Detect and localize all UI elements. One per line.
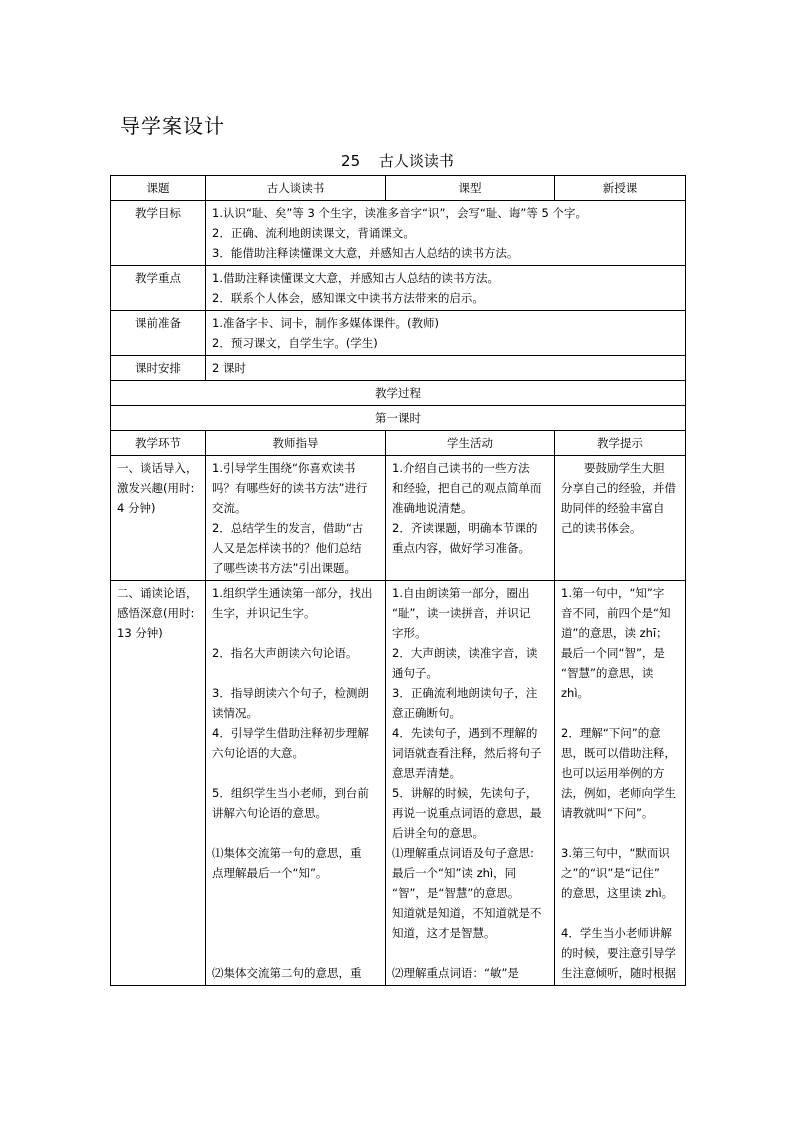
section1-name-line: 一、谈话导入， [117, 461, 198, 475]
text-line: “耻”，读一读拼音，并识记 [392, 606, 531, 620]
process-title: 教学过程 [111, 381, 686, 406]
text-line: 5．讲解的时候，先读句子， [392, 786, 538, 800]
text-line: 生字，并识记生字。 [212, 606, 316, 620]
text-line: 助同伴的经验丰富自 [561, 501, 665, 515]
text-line: 讲解六句论语的意思。 [212, 806, 327, 820]
keypoints-content [206, 266, 686, 311]
text-line: 读情况。 [212, 706, 258, 720]
section2-teacher [206, 581, 386, 986]
text-line: ⑴集体交流第一句的意思，重 [212, 846, 362, 860]
spacer [212, 663, 379, 683]
text-line: 后讲全句的意思。 [392, 826, 484, 840]
section1-name [111, 456, 206, 581]
spacer [561, 903, 679, 923]
text-line: 分享自己的经验，并借 [561, 481, 676, 495]
text-line: 知道，这才是智慧。 [392, 926, 496, 940]
prep-item: 1.准备字卡、词卡，制作多媒体课件。(教师) [212, 316, 439, 330]
text-line: 再说一说重点词语的意思，最 [392, 806, 542, 820]
period-title: 第一课时 [111, 406, 686, 431]
text-line: 最后一个“知”读 zhì，同 [392, 866, 517, 880]
hours-value: 2 课时 [206, 356, 686, 381]
text-line: 六句论语的大意。 [212, 746, 304, 760]
text-line: 要鼓励学生大胆 [584, 461, 665, 475]
text-line: 生注意倾听，随时根据 [561, 966, 676, 980]
text-line: 4．学生当小老师讲解 [561, 926, 672, 940]
spacer [212, 763, 379, 783]
spacer [212, 823, 379, 843]
text-line: ⑵集体交流第二句的意思，重 [212, 966, 362, 980]
text-line: 2．齐读课题，明确本节课的 [392, 521, 538, 535]
text-line: 交流。 [212, 501, 247, 515]
text-line: 4．先读句子，遇到不理解的 [392, 726, 538, 740]
topic-value: 古人谈读书 [206, 176, 386, 201]
text-line: 也可以运用举例的方 [561, 766, 665, 780]
text-line: “智慧”的意思，读 [561, 666, 654, 680]
text-line: 1.介绍自己读书的一些方法 [392, 461, 530, 475]
column-header-student: 学生活动 [386, 431, 555, 456]
text-line: 3．正确流利地朗读句子，注 [392, 686, 538, 700]
keypoint-item: 1.借助注释读懂课文大意，并感知古人总结的读书方法。 [212, 271, 499, 285]
section1-name-line: 激发兴趣(用时: [117, 481, 195, 495]
spacer [212, 903, 379, 923]
lesson-plan-table [110, 175, 686, 986]
document-heading: 导学案设计 [120, 114, 225, 138]
spacer [212, 623, 379, 643]
text-line: 4．引导学生借助注释初步理解 [212, 726, 369, 740]
goals-row [111, 201, 686, 266]
section1-name-line: 4 分钟) [117, 501, 156, 515]
prep-content [206, 311, 686, 356]
keypoint-item: 2．联系个人体会，感知课文中读书方法带来的启示。 [212, 291, 484, 305]
goal-item: 2．正确、流利地朗读课文，背诵课文。 [212, 226, 415, 240]
goal-item: 3．能借助注释读懂课文大意，并感知古人总结的读书方法。 [212, 246, 519, 260]
column-header-stage: 教学环节 [111, 431, 206, 456]
hours-row [111, 356, 686, 381]
text-line: 准确地说清楚。 [392, 501, 473, 515]
section2-tips [555, 581, 686, 986]
lesson-number: 25 [341, 152, 361, 170]
text-line: 意正确断句。 [392, 706, 461, 720]
text-line: 点理解最后一个“知”。 [212, 866, 328, 880]
text-line: 己的读书体会。 [561, 521, 642, 535]
spacer [212, 923, 379, 943]
text-line: 1.组织学生通读第一部分，找出 [212, 586, 373, 600]
text-line: 思，既可以借助注释， [561, 746, 676, 760]
text-line: 2．理解“下问”的意 [561, 726, 661, 740]
section1-student [386, 456, 555, 581]
section1-row [111, 456, 686, 581]
text-line: 词语就查看注释，然后将句子 [392, 746, 542, 760]
topic-row [111, 176, 686, 201]
text-line: 了哪些读书方法”引出课题。 [212, 561, 356, 575]
type-value: 新授课 [555, 176, 686, 201]
text-line: ⑵理解重点词语：“敏”是 [392, 966, 519, 980]
lesson-title [110, 150, 685, 171]
text-line: “智”，是“智慧”的意思。 [392, 886, 520, 900]
hours-label: 课时安排 [111, 356, 206, 381]
keypoints-label: 教学重点 [111, 266, 206, 311]
lesson-name: 古人谈读书 [378, 152, 454, 170]
keypoints-row [111, 266, 686, 311]
column-header-teacher: 教师指导 [206, 431, 386, 456]
spacer [212, 943, 379, 963]
text-line: 人又是怎样读书的？他们总结 [212, 541, 362, 555]
text-line: 1.引导学生围绕“你喜欢读书 [212, 461, 356, 475]
spacer [561, 703, 679, 723]
section1-teacher [206, 456, 386, 581]
text-line: 1.第一句中，“知”字 [561, 586, 665, 600]
text-line: 的意思，这里读 zhì。 [561, 886, 674, 900]
text-line: 2．大声朗读，读准字音，读 [392, 646, 538, 660]
section2-name-line: 13 分钟) [117, 626, 163, 640]
goals-content [206, 201, 686, 266]
section2-row [111, 581, 686, 986]
text-line: 通句子。 [392, 666, 438, 680]
spacer [561, 823, 679, 843]
text-line: 最后一个同“智”，是 [561, 646, 665, 660]
prep-label: 课前准备 [111, 311, 206, 356]
text-line: ⑴理解重点词语及句子意思: [392, 846, 534, 860]
text-line: 和经验，把自己的观点简单而 [392, 481, 542, 495]
goal-item: 1.认识“耻、矣”等 3 个生字，读准多音字“识”，会写“耻、诲”等 5 个字。 [212, 206, 587, 220]
column-header-tips: 教学提示 [555, 431, 686, 456]
text-line: 2．指名大声朗读六句论语。 [212, 646, 358, 660]
topic-label: 课题 [111, 176, 206, 201]
text-line: 请教就叫“下问”。 [561, 806, 654, 820]
column-header-row [111, 431, 686, 456]
text-line: 5．组织学生当小老师，到台前 [212, 786, 369, 800]
section2-name-line: 二、诵读论语， [117, 586, 198, 600]
text-line: 字形。 [392, 626, 427, 640]
text-line: 的时候，要注意引导学 [561, 946, 676, 960]
text-line: 3.第三句中，“默而识 [561, 846, 670, 860]
text-line: 法，例如，老师向学生 [561, 786, 676, 800]
spacer [212, 883, 379, 903]
goals-label: 教学目标 [111, 201, 206, 266]
text-line: 音不同，前四个是“知 [561, 606, 671, 620]
text-line: 重点内容，做好学习准备。 [392, 541, 530, 555]
process-title-row [111, 381, 686, 406]
type-label: 课型 [386, 176, 555, 201]
section2-name-line: 感悟深意(用时: [117, 606, 195, 620]
prep-row [111, 311, 686, 356]
section2-student [386, 581, 555, 986]
text-line: 吗？有哪些好的读书方法”进行 [212, 481, 368, 495]
period-title-row [111, 406, 686, 431]
section1-tips [555, 456, 686, 581]
text-line: 之”的“识”是“记住” [561, 866, 660, 880]
text-line: 道”的意思，读 zhī； [561, 626, 668, 640]
text-line: 2．总结学生的发言，借助“古 [212, 521, 364, 535]
text-line: 1.自由朗读第一部分，圈出 [392, 586, 530, 600]
text-line: 3．指导朗读六个句子，检测朗 [212, 686, 369, 700]
text-line: 知道就是知道，不知道就是不 [392, 906, 542, 920]
spacer [392, 943, 548, 963]
text-line: zhì。 [561, 686, 590, 700]
text-line: 意思弄清楚。 [392, 766, 461, 780]
prep-item: 2．预习课文，自学生字。(学生) [212, 336, 378, 350]
section2-name [111, 581, 206, 986]
